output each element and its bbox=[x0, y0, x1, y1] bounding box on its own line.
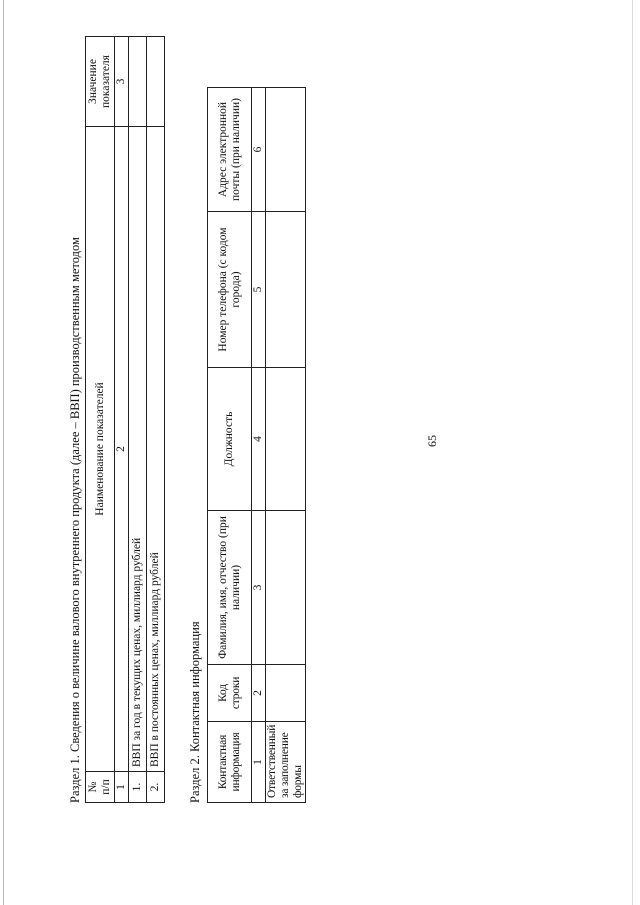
table-row bbox=[266, 88, 306, 803]
row-name: ВВП за год в текущих ценах, миллиард рублей bbox=[129, 127, 147, 772]
row-number: 2. bbox=[147, 772, 165, 803]
column-number-row bbox=[115, 37, 129, 803]
colnum-cell: 3 bbox=[115, 37, 129, 127]
phone-cell[interactable] bbox=[266, 212, 306, 368]
colnum-cell: 2 bbox=[252, 665, 266, 722]
header-cell-name: Наименование показателей bbox=[86, 127, 115, 772]
colnum-cell: 4 bbox=[252, 368, 266, 511]
colnum-cell: 6 bbox=[252, 88, 266, 212]
table-header-row bbox=[86, 37, 115, 803]
page-edge-right bbox=[632, 0, 633, 905]
table-row bbox=[147, 37, 165, 803]
table-row bbox=[129, 37, 147, 803]
header-cell-value: Значение показателя bbox=[86, 37, 115, 127]
row-number: 1. bbox=[129, 772, 147, 803]
colnum-cell: 1 bbox=[115, 772, 129, 803]
header-cell-phone: Номер телефона (с кодом города) bbox=[208, 212, 252, 368]
row-value-cell[interactable] bbox=[129, 37, 147, 127]
section1-table bbox=[85, 36, 165, 803]
column-number-row bbox=[252, 88, 266, 803]
row-name: ВВП в постоянных ценах, миллиард рублей bbox=[147, 127, 165, 772]
header-cell-email: Адрес электронной почты (при наличии) bbox=[208, 88, 252, 212]
section2-table bbox=[207, 87, 306, 803]
rotated-page-content bbox=[20, 43, 620, 861]
page-number: 65 bbox=[425, 435, 439, 447]
section1-title: Раздел 1. Сведения о величине валового внутреннего продукта (далее – ВВП) производственным методом bbox=[68, 237, 82, 803]
colnum-cell: 1 bbox=[252, 722, 266, 803]
colnum-cell: 5 bbox=[252, 212, 266, 368]
header-cell-position: Должность bbox=[208, 368, 252, 511]
table-header-row bbox=[208, 88, 252, 803]
email-cell[interactable] bbox=[266, 88, 306, 212]
colnum-cell: 2 bbox=[115, 127, 129, 772]
fio-cell[interactable] bbox=[266, 511, 306, 665]
row-label: Ответственный за заполнение формы bbox=[266, 722, 306, 803]
colnum-cell: 3 bbox=[252, 511, 266, 665]
header-cell-num: № п/п bbox=[86, 772, 115, 803]
header-cell-code: Код строки bbox=[208, 665, 252, 722]
header-cell-fio: Фамилия, имя, отчество (при наличии) bbox=[208, 511, 252, 665]
code-cell[interactable] bbox=[266, 665, 306, 722]
row-value-cell[interactable] bbox=[147, 37, 165, 127]
section2-title: Раздел 2. Контактная информация bbox=[188, 621, 202, 803]
position-cell[interactable] bbox=[266, 368, 306, 511]
page-edge-left bbox=[3, 0, 4, 905]
header-cell-contact: Контактная информация bbox=[208, 722, 252, 803]
